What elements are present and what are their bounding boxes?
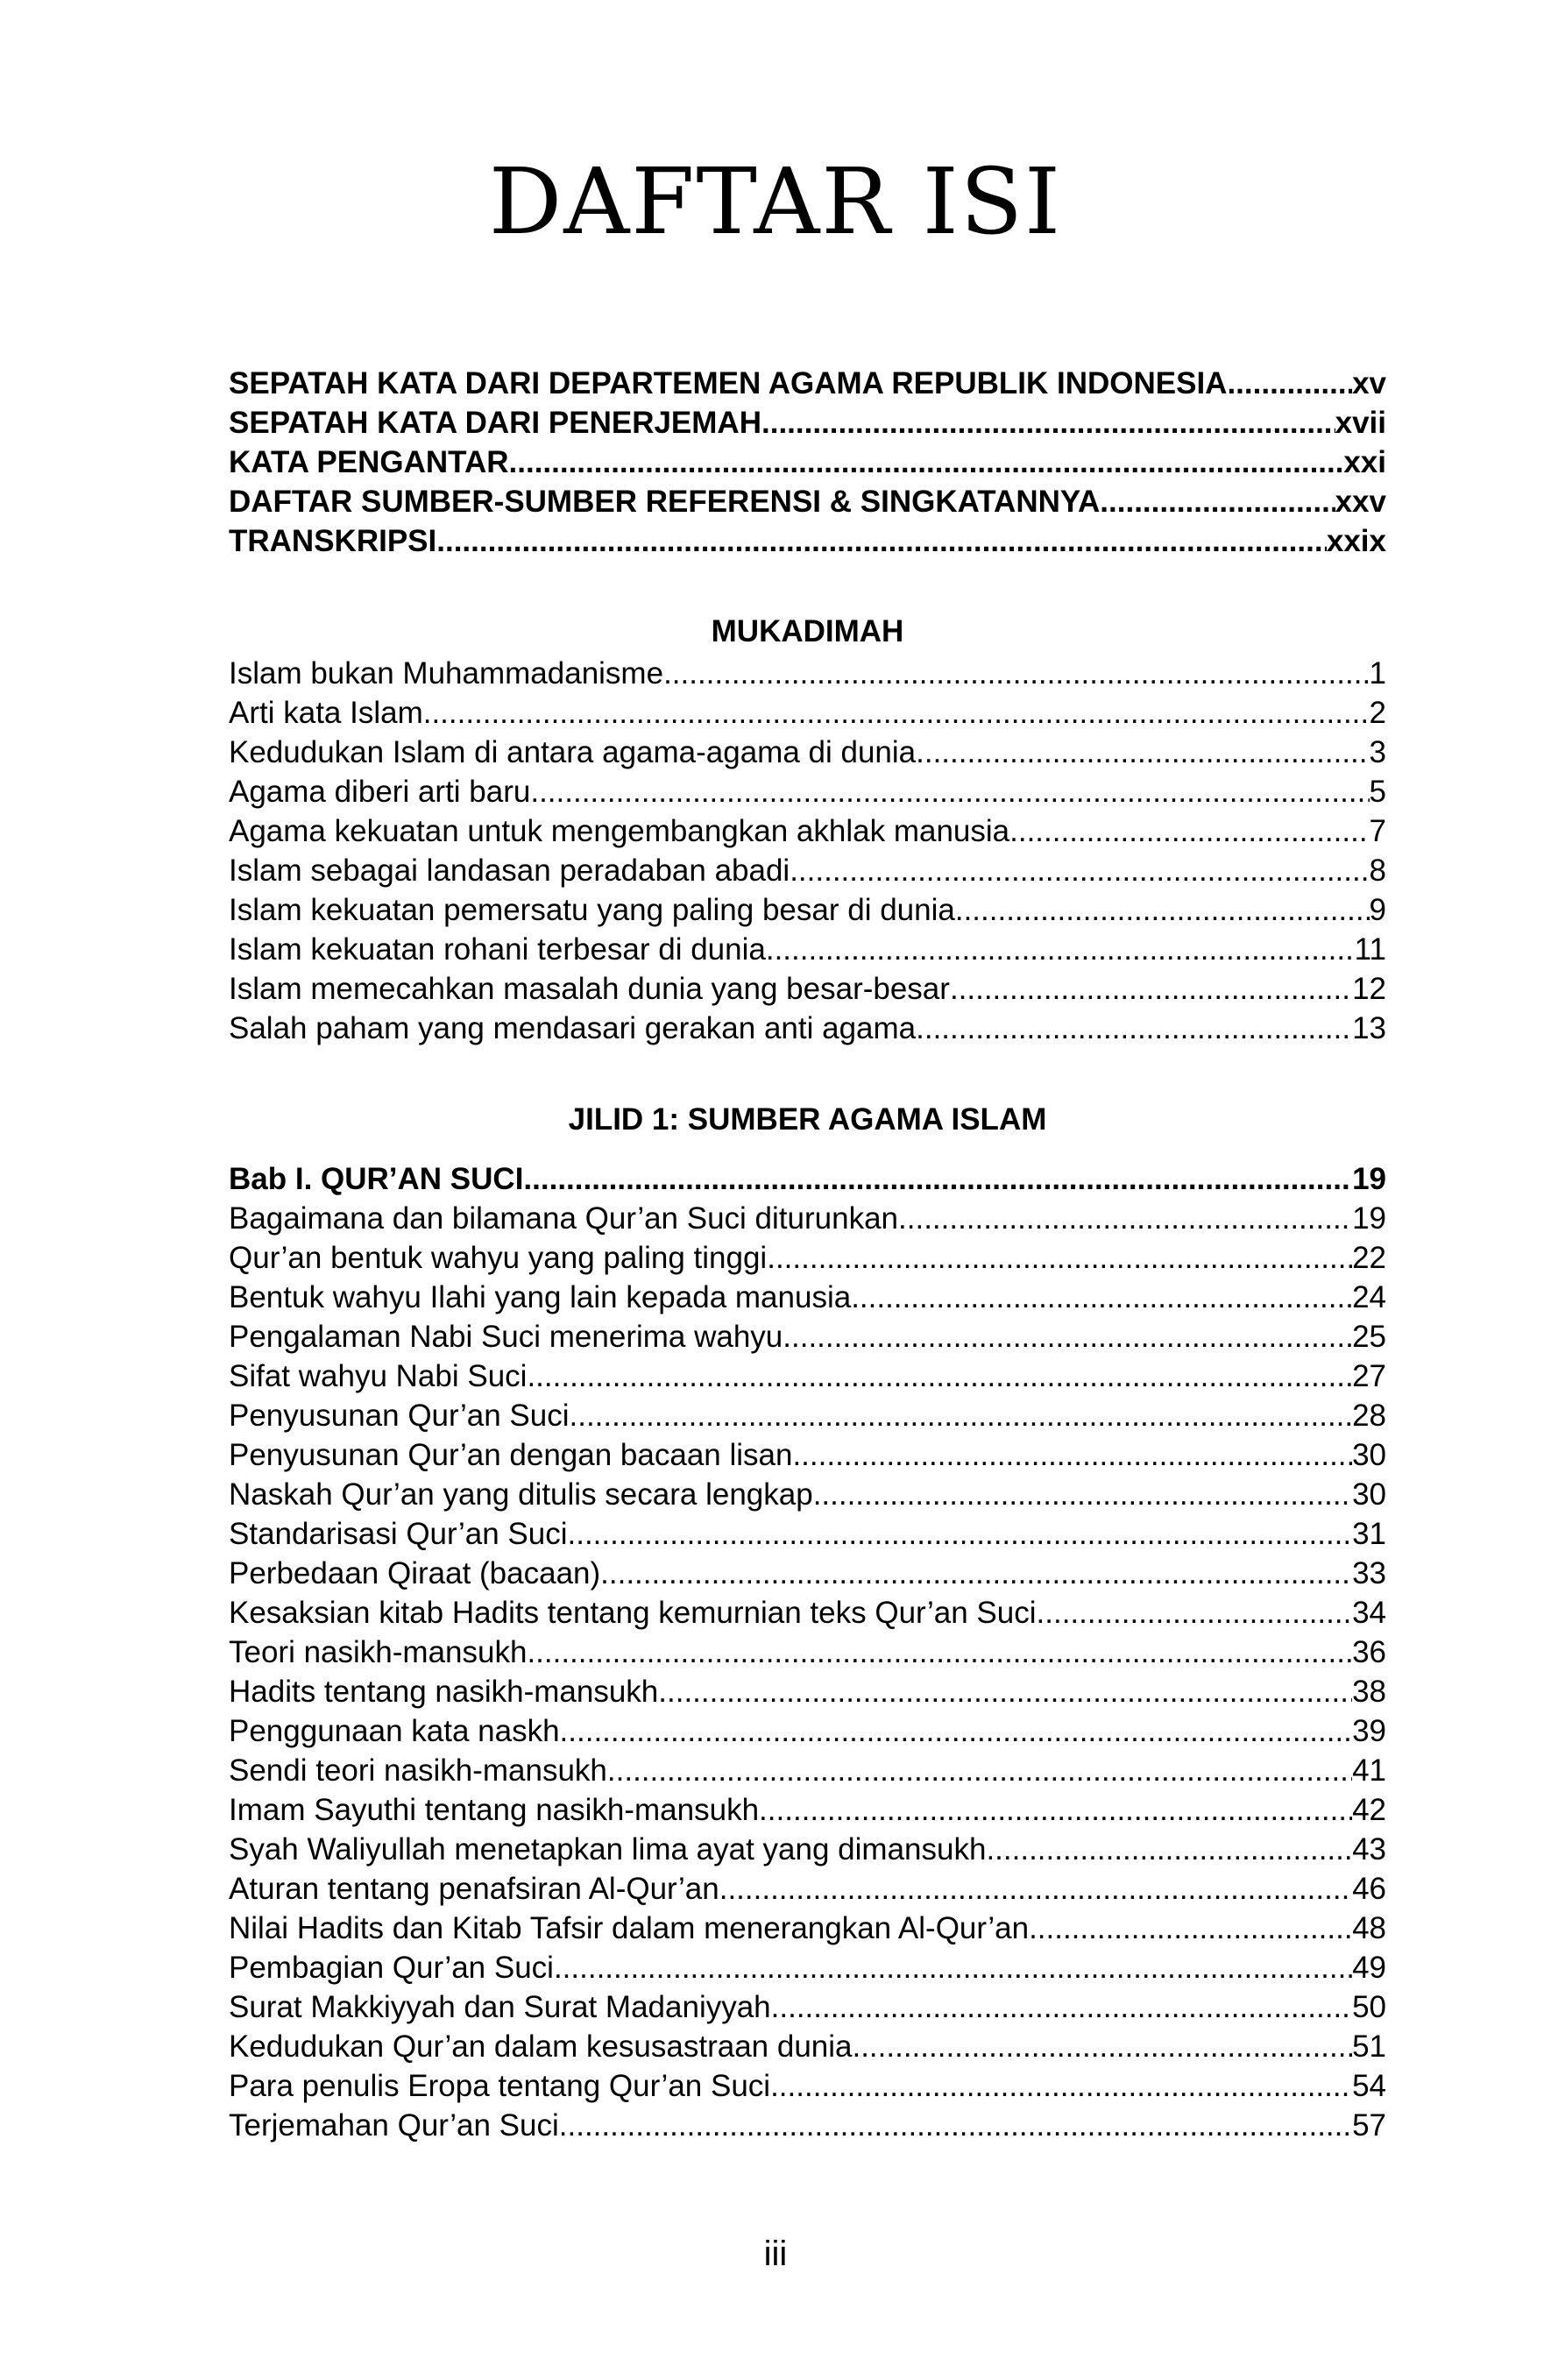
toc-entry-page: xxix bbox=[1326, 524, 1386, 558]
dot-leader bbox=[898, 1199, 1352, 1238]
dot-leader bbox=[527, 1633, 1352, 1672]
toc-entry-page: xxi bbox=[1343, 445, 1386, 479]
toc-entry bbox=[229, 693, 1386, 733]
toc-entry bbox=[229, 654, 1386, 693]
toc-entry-page: 25 bbox=[1352, 1320, 1386, 1354]
toc-entry-page: 30 bbox=[1352, 1438, 1386, 1472]
toc-entry-page: 1 bbox=[1369, 656, 1386, 691]
dot-leader bbox=[767, 1238, 1352, 1278]
dot-leader bbox=[852, 2027, 1352, 2066]
toc-entry-label: Standarisasi Qur’an Suci bbox=[229, 1517, 568, 1551]
toc-entry-label: Salah paham yang mendasari gerakan anti agama bbox=[229, 1011, 917, 1045]
toc-entry-page: 54 bbox=[1352, 2069, 1386, 2103]
toc-entry-page: 7 bbox=[1369, 814, 1386, 848]
toc-entry bbox=[229, 733, 1386, 772]
toc-entry-page: xxv bbox=[1335, 485, 1386, 519]
toc-entry bbox=[229, 930, 1386, 969]
toc-entry bbox=[229, 772, 1386, 811]
toc-entry-page: 42 bbox=[1352, 1793, 1386, 1827]
toc-entry-page: 39 bbox=[1352, 1714, 1386, 1748]
page-number: iii bbox=[763, 2235, 788, 2273]
toc-entry bbox=[229, 1751, 1386, 1790]
dot-leader bbox=[813, 1475, 1352, 1514]
toc-entry-page: 12 bbox=[1352, 972, 1386, 1006]
toc-entry-label: Arti kata Islam bbox=[229, 696, 423, 730]
toc-entry bbox=[229, 1987, 1386, 2027]
jilid-1-section bbox=[229, 1098, 1386, 2145]
toc-entry-page: 33 bbox=[1352, 1556, 1386, 1590]
toc-entry bbox=[229, 1238, 1386, 1278]
toc-entry-label: Surat Makkiyyah dan Surat Madaniyyah bbox=[229, 1990, 771, 2024]
toc-entry bbox=[229, 364, 1386, 403]
chapter-entry bbox=[229, 1159, 1386, 1199]
dot-leader bbox=[1100, 482, 1335, 521]
dot-leader bbox=[568, 1514, 1353, 1554]
toc-entry-label: Penyusunan Qur’an dengan bacaan lisan bbox=[229, 1438, 793, 1472]
toc-entry bbox=[229, 1869, 1386, 1909]
dot-leader bbox=[527, 1356, 1352, 1396]
dot-leader bbox=[436, 521, 1327, 561]
toc-entry bbox=[229, 1672, 1386, 1711]
toc-entry-label: Islam bukan Muhammadanisme bbox=[229, 656, 664, 691]
toc-entry bbox=[229, 1554, 1386, 1593]
dot-leader bbox=[770, 2066, 1352, 2106]
toc-entry bbox=[229, 811, 1386, 851]
dot-leader bbox=[560, 1711, 1353, 1751]
toc-entry bbox=[229, 482, 1386, 521]
toc-entry-page: 57 bbox=[1352, 2108, 1386, 2143]
toc-entry bbox=[229, 403, 1386, 443]
toc-entry-label: Agama kekuatan untuk mengembangkan akhlak manusia bbox=[229, 814, 1010, 848]
mukadimah-section bbox=[229, 610, 1386, 1048]
toc-entry-label: KATA PENGANTAR bbox=[229, 445, 509, 479]
toc-entry-page: xv bbox=[1352, 366, 1386, 400]
toc-entry-label: Sifat wahyu Nabi Suci bbox=[229, 1359, 528, 1393]
toc-entry-label: Kesaksian kitab Hadits tentang kemurnian teks Qur’an Suci bbox=[229, 1596, 1037, 1630]
section-heading-jilid-1: JILID 1: SUMBER AGAMA ISLAM bbox=[568, 1102, 1047, 1137]
toc-entry bbox=[229, 1790, 1386, 1830]
toc-entry bbox=[229, 1199, 1386, 1238]
dot-leader bbox=[663, 654, 1369, 693]
dot-leader bbox=[851, 1278, 1352, 1317]
toc-entry-page: 36 bbox=[1352, 1635, 1386, 1669]
dot-leader bbox=[559, 2106, 1352, 2145]
toc-entry-label: Kedudukan Qur’an dalam kesusastraan dunia bbox=[229, 2029, 853, 2064]
dot-leader bbox=[955, 890, 1370, 930]
dot-leader bbox=[570, 1396, 1353, 1435]
toc-entry-label: Pengalaman Nabi Suci menerima wahyu bbox=[229, 1320, 783, 1354]
front-matter-list bbox=[229, 364, 1386, 561]
toc-entry-label: Para penulis Eropa tentang Qur’an Suci bbox=[229, 2069, 771, 2103]
toc-entry bbox=[229, 1435, 1386, 1475]
toc-entry-page: 31 bbox=[1352, 1517, 1386, 1551]
toc-entry-label: Nilai Hadits dan Kitab Tafsir dalam menerangkan Al-Qur’an bbox=[229, 1911, 1030, 1945]
toc-entry-page: 38 bbox=[1352, 1675, 1386, 1709]
dot-leader bbox=[761, 403, 1335, 443]
dot-leader bbox=[1227, 364, 1352, 403]
toc-entry-page: 2 bbox=[1369, 696, 1386, 730]
dot-leader bbox=[790, 851, 1369, 890]
toc-entry-label: Agama diberi arti baru bbox=[229, 775, 531, 809]
toc-entry-page: 3 bbox=[1369, 735, 1386, 769]
toc-entry-label: Islam kekuatan pemersatu yang paling besar di dunia bbox=[229, 893, 955, 927]
toc-entry-page: 19 bbox=[1352, 1201, 1386, 1236]
toc-entry-page: 43 bbox=[1352, 1832, 1386, 1866]
toc-entry-label: Sendi teori nasikh-mansukh bbox=[229, 1753, 607, 1788]
toc-entry-label: SEPATAH KATA DARI DEPARTEMEN AGAMA REPUBLIK INDONESIA bbox=[229, 366, 1228, 400]
toc-entry-label: Imam Sayuthi tentang nasikh-mansukh bbox=[229, 1793, 760, 1827]
toc-entry-label: Pembagian Qur’an Suci bbox=[229, 1951, 554, 1985]
toc-entry bbox=[229, 890, 1386, 930]
toc-entry-label: Penyusunan Qur’an Suci bbox=[229, 1399, 570, 1433]
toc-entry bbox=[229, 1514, 1386, 1554]
toc-entry bbox=[229, 521, 1386, 561]
toc-entry-page: 48 bbox=[1352, 1911, 1386, 1945]
dot-leader bbox=[759, 1790, 1352, 1830]
toc-entry bbox=[229, 1633, 1386, 1672]
dot-leader bbox=[658, 1672, 1352, 1711]
dot-leader bbox=[530, 772, 1369, 811]
toc-entry-label: Bentuk wahyu Ilahi yang lain kepada manusia bbox=[229, 1280, 852, 1314]
chapter-page: 19 bbox=[1352, 1162, 1386, 1196]
dot-leader bbox=[523, 1159, 1352, 1199]
toc-entry-label: Syah Waliyullah menetapkan lima ayat yang dimansukh bbox=[229, 1832, 987, 1866]
toc-entry bbox=[229, 1356, 1386, 1396]
toc-entry-page: 41 bbox=[1352, 1753, 1386, 1788]
toc-entry bbox=[229, 851, 1386, 890]
dot-leader bbox=[1037, 1593, 1353, 1633]
toc-entry-page: 11 bbox=[1354, 932, 1386, 967]
toc-entry-page: 28 bbox=[1352, 1399, 1386, 1433]
toc-entry bbox=[229, 969, 1386, 1009]
toc-entry-page: xvii bbox=[1335, 406, 1386, 440]
toc-entry-page: 9 bbox=[1369, 893, 1386, 927]
dot-leader bbox=[950, 969, 1352, 1009]
toc-entry-label: Terjemahan Qur’an Suci bbox=[229, 2108, 559, 2143]
toc-entry bbox=[229, 1909, 1386, 1948]
toc-entry bbox=[229, 1593, 1386, 1633]
toc-entry-page: 22 bbox=[1352, 1241, 1386, 1275]
toc-entry bbox=[229, 1009, 1386, 1048]
toc-entry bbox=[229, 2066, 1386, 2106]
toc-entry bbox=[229, 1278, 1386, 1317]
toc-entry-page: 24 bbox=[1352, 1280, 1386, 1314]
dot-leader bbox=[792, 1435, 1352, 1475]
toc-entry-label: DAFTAR SUMBER-SUMBER REFERENSI & SINGKATANNYA bbox=[229, 485, 1101, 519]
toc-entry-page: 51 bbox=[1352, 2029, 1386, 2064]
toc-entry-label: Islam memecahkan masalah dunia yang besar-besar bbox=[229, 972, 950, 1006]
dot-leader bbox=[916, 733, 1369, 772]
dot-leader bbox=[986, 1830, 1352, 1869]
toc-entry-label: SEPATAH KATA DARI PENERJEMAH bbox=[229, 406, 761, 440]
toc-entry bbox=[229, 1317, 1386, 1356]
chapter-label: Bab I. QUR’AN SUCI bbox=[229, 1162, 524, 1196]
toc-entry bbox=[229, 1711, 1386, 1751]
dot-leader bbox=[554, 1948, 1352, 1987]
dot-leader bbox=[509, 443, 1344, 482]
toc-entry bbox=[229, 2027, 1386, 2066]
toc-entry-page: 34 bbox=[1352, 1596, 1386, 1630]
toc-entry-label: Islam kekuatan rohani terbesar di dunia bbox=[229, 932, 766, 967]
toc-entry-page: 50 bbox=[1352, 1990, 1386, 2024]
toc-entry bbox=[229, 1830, 1386, 1869]
dot-leader bbox=[916, 1009, 1352, 1048]
section-heading-mukadimah: MUKADIMAH bbox=[711, 614, 904, 648]
toc-entry bbox=[229, 1948, 1386, 1987]
dot-leader bbox=[423, 693, 1370, 733]
toc-entry bbox=[229, 443, 1386, 482]
toc-entry-page: 30 bbox=[1352, 1477, 1386, 1512]
toc-entry-page: 13 bbox=[1352, 1011, 1386, 1045]
toc-entry-label: Aturan tentang penafsiran Al-Qur’an bbox=[229, 1872, 719, 1906]
toc-entry-label: Perbedaan Qiraat (bacaan) bbox=[229, 1556, 601, 1590]
dot-leader bbox=[1029, 1909, 1352, 1948]
toc-entry-label: Kedudukan Islam di antara agama-agama di dunia bbox=[229, 735, 917, 769]
toc-entry-label: TRANSKRIPSI bbox=[229, 524, 437, 558]
toc-entry-label: Bagaimana dan bilamana Qur’an Suci diturunkan bbox=[229, 1201, 899, 1236]
toc-entry-page: 8 bbox=[1369, 854, 1386, 888]
dot-leader bbox=[1009, 811, 1369, 851]
dot-leader bbox=[600, 1554, 1352, 1593]
toc-entry-page: 49 bbox=[1352, 1951, 1386, 1985]
dot-leader bbox=[607, 1751, 1352, 1790]
toc-entry bbox=[229, 2106, 1386, 2145]
dot-leader bbox=[771, 1987, 1352, 2027]
toc-entry-label: Teori nasikh-mansukh bbox=[229, 1635, 528, 1669]
toc-entry-page: 27 bbox=[1352, 1359, 1386, 1393]
dot-leader bbox=[719, 1869, 1352, 1909]
toc-entry bbox=[229, 1396, 1386, 1435]
toc-entry-label: Penggunaan kata naskh bbox=[229, 1714, 560, 1748]
toc-entry-label: Naskah Qur’an yang ditulis secara lengkap bbox=[229, 1477, 813, 1512]
toc-entry-page: 5 bbox=[1369, 775, 1386, 809]
dot-leader bbox=[783, 1317, 1352, 1356]
dot-leader bbox=[766, 930, 1355, 969]
toc-entry-page: 46 bbox=[1352, 1872, 1386, 1906]
toc-entry bbox=[229, 1475, 1386, 1514]
toc-entry-label: Qur’an bentuk wahyu yang paling tinggi bbox=[229, 1241, 768, 1275]
toc-entry-label: Hadits tentang nasikh-mansukh bbox=[229, 1675, 659, 1709]
toc-entry-label: Islam sebagai landasan peradaban abadi bbox=[229, 854, 790, 888]
page-title: DAFTAR ISI bbox=[488, 148, 1063, 255]
